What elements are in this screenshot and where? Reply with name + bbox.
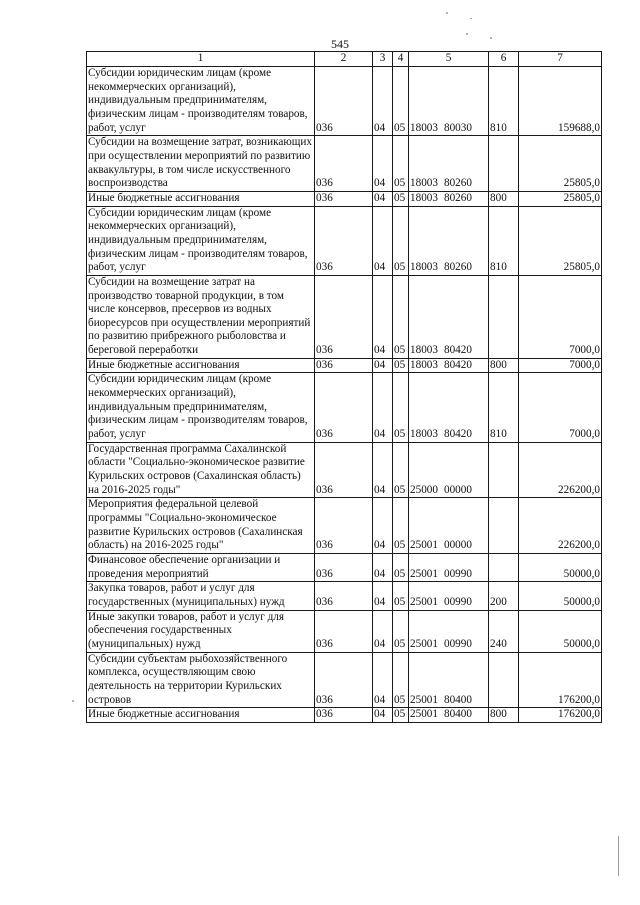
target-article-code (409, 498, 489, 554)
expense-type-code: 200 (489, 582, 519, 610)
scan-speck (466, 33, 468, 35)
section-code: 04 (373, 136, 393, 192)
target-article-code-part1: 18003 (410, 261, 438, 274)
target-article-code-part1: 18003 (410, 358, 438, 371)
target-article-code-part2: 80260 (443, 191, 472, 204)
column-header-5: 5 (409, 52, 489, 67)
target-article-code-part1: 18003 (410, 191, 438, 204)
subsection-code: 05 (393, 498, 409, 554)
row-name: Субсидии субъектам рыбохозяйственного комплекса, осуществляющим свою деятельность на территории Курильских островов (87, 652, 315, 708)
row-name: Закупка товаров, работ и услуг для государственных (муниципальных) нужд (87, 582, 315, 610)
target-article-code (409, 553, 489, 581)
subsection-code: 05 (393, 358, 409, 373)
row-name: Субсидии на возмещение затрат, возникающих при осуществлении мероприятий по развитию аквакультуры, в том числе искусственного воспроизводства (87, 136, 315, 192)
table-row (87, 582, 602, 610)
column-header-2: 2 (315, 52, 373, 67)
admin-code: 036 (315, 553, 373, 581)
amount-value: 176200,0 (519, 652, 602, 708)
target-article-code (409, 191, 489, 206)
target-article-code (409, 206, 489, 275)
section-code: 04 (373, 442, 393, 498)
target-article-code-part2: 80420 (443, 428, 472, 441)
target-article-code-part1: 25001 (410, 637, 438, 650)
column-header-3: 3 (373, 52, 393, 67)
section-code: 04 (373, 275, 393, 358)
subsection-code: 05 (393, 206, 409, 275)
amount-value: 176200,0 (519, 708, 602, 723)
page-number: 545 (331, 37, 349, 51)
row-name: Субсидии юридическим лицам (кроме некоммерческих организаций), индивидуальным предпринимателям, физическим лицам - производителям товаров, работ, услуг (87, 206, 315, 275)
subsection-code: 05 (393, 610, 409, 652)
admin-code: 036 (315, 582, 373, 610)
scan-speck (618, 836, 619, 876)
section-code: 04 (373, 498, 393, 554)
amount-value: 226200,0 (519, 442, 602, 498)
amount-value: 25805,0 (519, 136, 602, 192)
row-name: Финансовое обеспечение организации и проведения мероприятий (87, 553, 315, 581)
subsection-code: 05 (393, 191, 409, 206)
target-article-code (409, 275, 489, 358)
admin-code: 036 (315, 67, 373, 136)
expense-type-code: 800 (489, 191, 519, 206)
subsection-code: 05 (393, 708, 409, 723)
table-row (87, 708, 602, 723)
admin-code: 036 (315, 708, 373, 723)
target-article-code-part2: 00990 (443, 567, 472, 580)
table-row (87, 206, 602, 275)
table-row (87, 553, 602, 581)
subsection-code: 05 (393, 553, 409, 581)
expense-type-code (489, 553, 519, 581)
target-article-code-part1: 25001 (410, 708, 438, 721)
column-header-7: 7 (519, 52, 602, 67)
amount-value: 7000,0 (519, 373, 602, 442)
table-row (87, 498, 602, 554)
table-row (87, 358, 602, 373)
admin-code: 036 (315, 498, 373, 554)
target-article-code-part2: 80400 (443, 708, 472, 721)
scan-speck (72, 700, 74, 702)
expense-type-code: 810 (489, 373, 519, 442)
section-code: 04 (373, 206, 393, 275)
target-article-code-part1: 25001 (410, 595, 438, 608)
target-article-code (409, 442, 489, 498)
row-name: Иные бюджетные ассигнования (87, 358, 315, 373)
target-article-code-part2: 80420 (443, 358, 472, 371)
subsection-code: 05 (393, 275, 409, 358)
row-name: Мероприятия федеральной целевой программы "Социально-экономическое развитие Курильских островов (Сахалинская область) на 2016-2025 годы" (87, 498, 315, 554)
amount-value: 50000,0 (519, 582, 602, 610)
subsection-code: 05 (393, 582, 409, 610)
amount-value: 25805,0 (519, 206, 602, 275)
expense-type-code (489, 442, 519, 498)
admin-code: 036 (315, 358, 373, 373)
expense-type-code (489, 275, 519, 358)
scan-speck (490, 37, 492, 39)
target-article-code-part1: 25001 (410, 693, 438, 706)
table-row (87, 652, 602, 708)
row-name: Государственная программа Сахалинской области "Социально-экономическое развитие Курильских островов (Сахалинская область) на 2016-2025 годы" (87, 442, 315, 498)
budget-allocation-table (86, 51, 602, 723)
amount-value: 226200,0 (519, 498, 602, 554)
expense-type-code: 800 (489, 358, 519, 373)
admin-code: 036 (315, 136, 373, 192)
subsection-code: 05 (393, 136, 409, 192)
column-header-6: 6 (489, 52, 519, 67)
expense-type-code (489, 652, 519, 708)
target-article-code (409, 610, 489, 652)
section-code: 04 (373, 582, 393, 610)
expense-type-code (489, 498, 519, 554)
subsection-code: 05 (393, 373, 409, 442)
table-row (87, 610, 602, 652)
target-article-code (409, 358, 489, 373)
target-article-code (409, 582, 489, 610)
table-row (87, 191, 602, 206)
target-article-code-part1: 25001 (410, 567, 438, 580)
admin-code: 036 (315, 610, 373, 652)
scan-speck (470, 18, 472, 19)
scan-speck (446, 12, 448, 14)
row-name: Иные закупки товаров, работ и услуг для обеспечения государственных (муниципальных) нужд (87, 610, 315, 652)
target-article-code (409, 652, 489, 708)
target-article-code-part2: 00000 (443, 483, 472, 496)
expense-type-code (489, 136, 519, 192)
amount-value: 159688,0 (519, 67, 602, 136)
expense-type-code: 800 (489, 708, 519, 723)
section-code: 04 (373, 652, 393, 708)
subsection-code: 05 (393, 652, 409, 708)
table-row (87, 275, 602, 358)
admin-code: 036 (315, 206, 373, 275)
column-header-4: 4 (393, 52, 409, 67)
target-article-code (409, 373, 489, 442)
amount-value: 50000,0 (519, 553, 602, 581)
row-name: Субсидии на возмещение затрат на производство товарной продукции, в том числе консервов, пресервов из водных биоресурсов при осуществлении мероприятий по развитию прибрежного рыболовства и береговой переработки (87, 275, 315, 358)
subsection-code: 05 (393, 442, 409, 498)
target-article-code (409, 67, 489, 136)
section-code: 04 (373, 553, 393, 581)
target-article-code-part2: 00990 (443, 637, 472, 650)
section-code: 04 (373, 708, 393, 723)
target-article-code-part2: 80260 (443, 177, 472, 190)
target-article-code-part1: 18003 (410, 177, 438, 190)
target-article-code-part1: 18003 (410, 344, 438, 357)
admin-code: 036 (315, 275, 373, 358)
section-code: 04 (373, 373, 393, 442)
section-code: 04 (373, 358, 393, 373)
row-name: Субсидии юридическим лицам (кроме некоммерческих организаций), индивидуальным предпринимателям, физическим лицам - производителям товаров, работ, услуг (87, 373, 315, 442)
amount-value: 7000,0 (519, 275, 602, 358)
target-article-code-part1: 18003 (410, 121, 438, 134)
target-article-code-part2: 80420 (443, 344, 472, 357)
amount-value: 50000,0 (519, 610, 602, 652)
row-name: Субсидии юридическим лицам (кроме некоммерческих организаций), индивидуальным предпринимателям, физическим лицам - производителям товаров, работ, услуг (87, 67, 315, 136)
expense-type-code: 810 (489, 67, 519, 136)
subsection-code: 05 (393, 67, 409, 136)
section-code: 04 (373, 610, 393, 652)
target-article-code-part2: 80260 (443, 261, 472, 274)
target-article-code-part2: 80400 (443, 693, 472, 706)
admin-code: 036 (315, 652, 373, 708)
expense-type-code: 240 (489, 610, 519, 652)
target-article-code-part1: 25001 (410, 539, 438, 552)
target-article-code-part1: 18003 (410, 428, 438, 441)
target-article-code (409, 136, 489, 192)
admin-code: 036 (315, 442, 373, 498)
target-article-code (409, 708, 489, 723)
row-name: Иные бюджетные ассигнования (87, 191, 315, 206)
section-code: 04 (373, 191, 393, 206)
table-row (87, 136, 602, 192)
section-code: 04 (373, 67, 393, 136)
amount-value: 25805,0 (519, 191, 602, 206)
target-article-code-part2: 00000 (443, 539, 472, 552)
admin-code: 036 (315, 191, 373, 206)
target-article-code-part2: 80030 (443, 121, 472, 134)
amount-value: 7000,0 (519, 358, 602, 373)
target-article-code-part1: 25000 (410, 483, 438, 496)
table-row (87, 442, 602, 498)
table-row (87, 67, 602, 136)
table-row (87, 373, 602, 442)
row-name: Иные бюджетные ассигнования (87, 708, 315, 723)
column-number-header (87, 52, 602, 67)
admin-code: 036 (315, 373, 373, 442)
target-article-code-part2: 00990 (443, 595, 472, 608)
column-header-1: 1 (87, 52, 315, 67)
expense-type-code: 810 (489, 206, 519, 275)
